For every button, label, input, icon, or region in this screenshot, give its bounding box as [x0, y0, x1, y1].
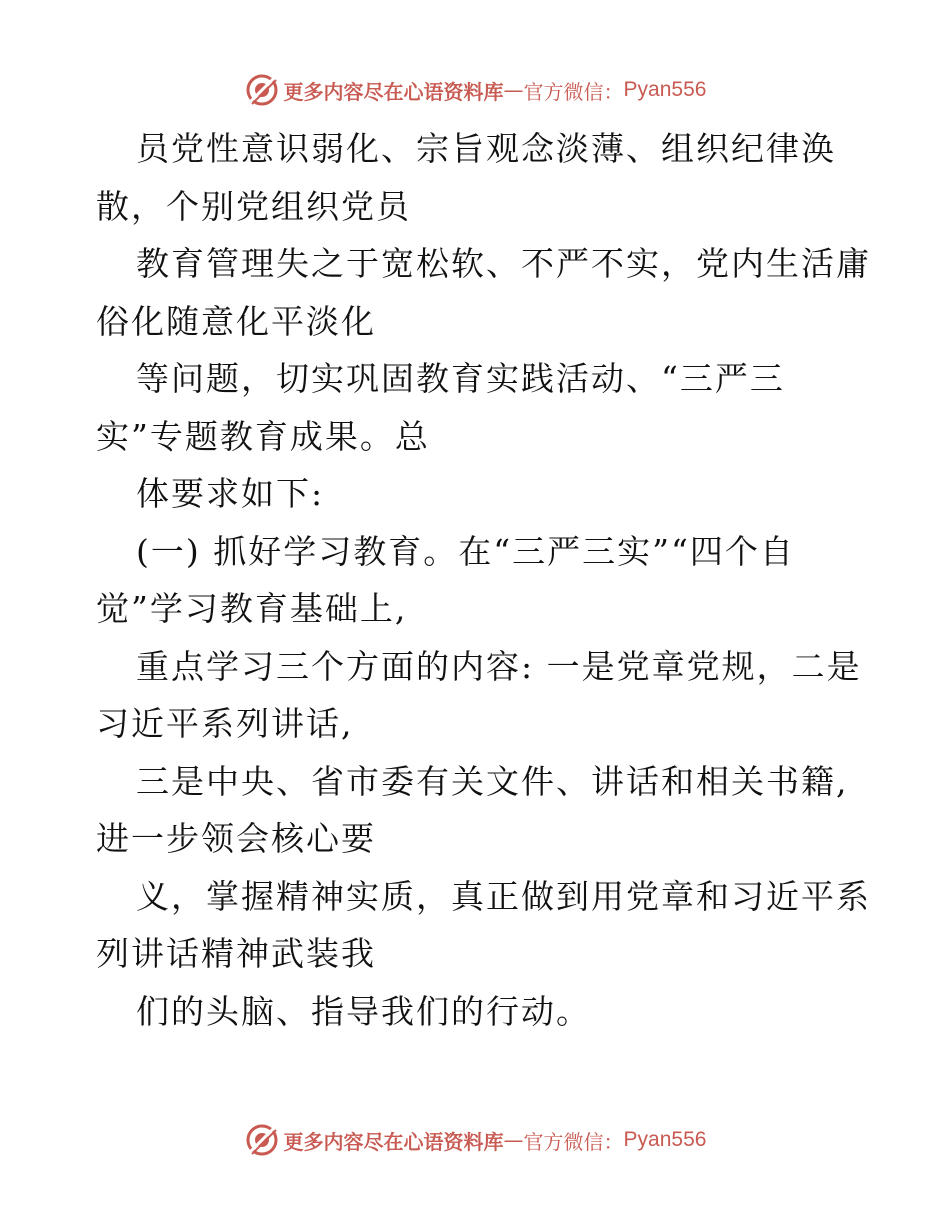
banner-wechat-label: 官方微信：	[523, 1129, 624, 1154]
body-line: 实”专题教育成果。总	[96, 416, 430, 456]
body-line: 教育管理失之于宽松软、不严不实，党内生活庸	[136, 244, 871, 283]
body-line: 列讲话精神武装我	[96, 934, 376, 973]
body-line: 员党性意识弱化、宗旨观念淡薄、组织纪律涣	[136, 129, 836, 168]
body-line: 俗化随意化平淡化	[96, 301, 376, 341]
banner-wechat-id: Pyan556	[623, 78, 707, 101]
logo-icon	[244, 1122, 280, 1158]
document-body	[96, 120, 871, 1040]
banner-main-text: 更多内容尽在心语资料库	[283, 79, 504, 104]
logo-icon	[244, 72, 280, 108]
banner-wechat-id: Pyan556	[623, 1128, 707, 1151]
body-line: 觉”学习教育基础上,	[96, 589, 408, 628]
body-line: 们的头脑、指导我们的行动。	[136, 991, 591, 1031]
body-line: 等问题，切实巩固教育实践活动、“三严三	[136, 359, 785, 398]
header-banner	[0, 70, 950, 110]
body-line: 散，个别党组织党员	[96, 186, 411, 226]
footer-banner	[0, 1120, 950, 1160]
banner-main-text: 更多内容尽在心语资料库	[283, 1129, 504, 1154]
body-line: (一) 抓好学习教育。在“三严三实”“四个自	[136, 531, 795, 571]
banner-wechat-label: 官方微信：	[523, 79, 624, 104]
body-line: 重点学习三个方面的内容: 一是党章党规，二是	[136, 646, 862, 686]
banner-separator: —	[503, 78, 524, 102]
body-line: 三是中央、省市委有关文件、讲话和相关书籍,	[136, 761, 849, 801]
body-line: 习近平系列讲话,	[96, 704, 354, 743]
body-line: 义，掌握精神实质，真正做到用党章和习近平系	[136, 876, 871, 916]
body-line: 体要求如下:	[136, 474, 325, 513]
body-line: 进一步领会核心要	[96, 819, 376, 858]
banner-separator: —	[503, 1128, 524, 1152]
